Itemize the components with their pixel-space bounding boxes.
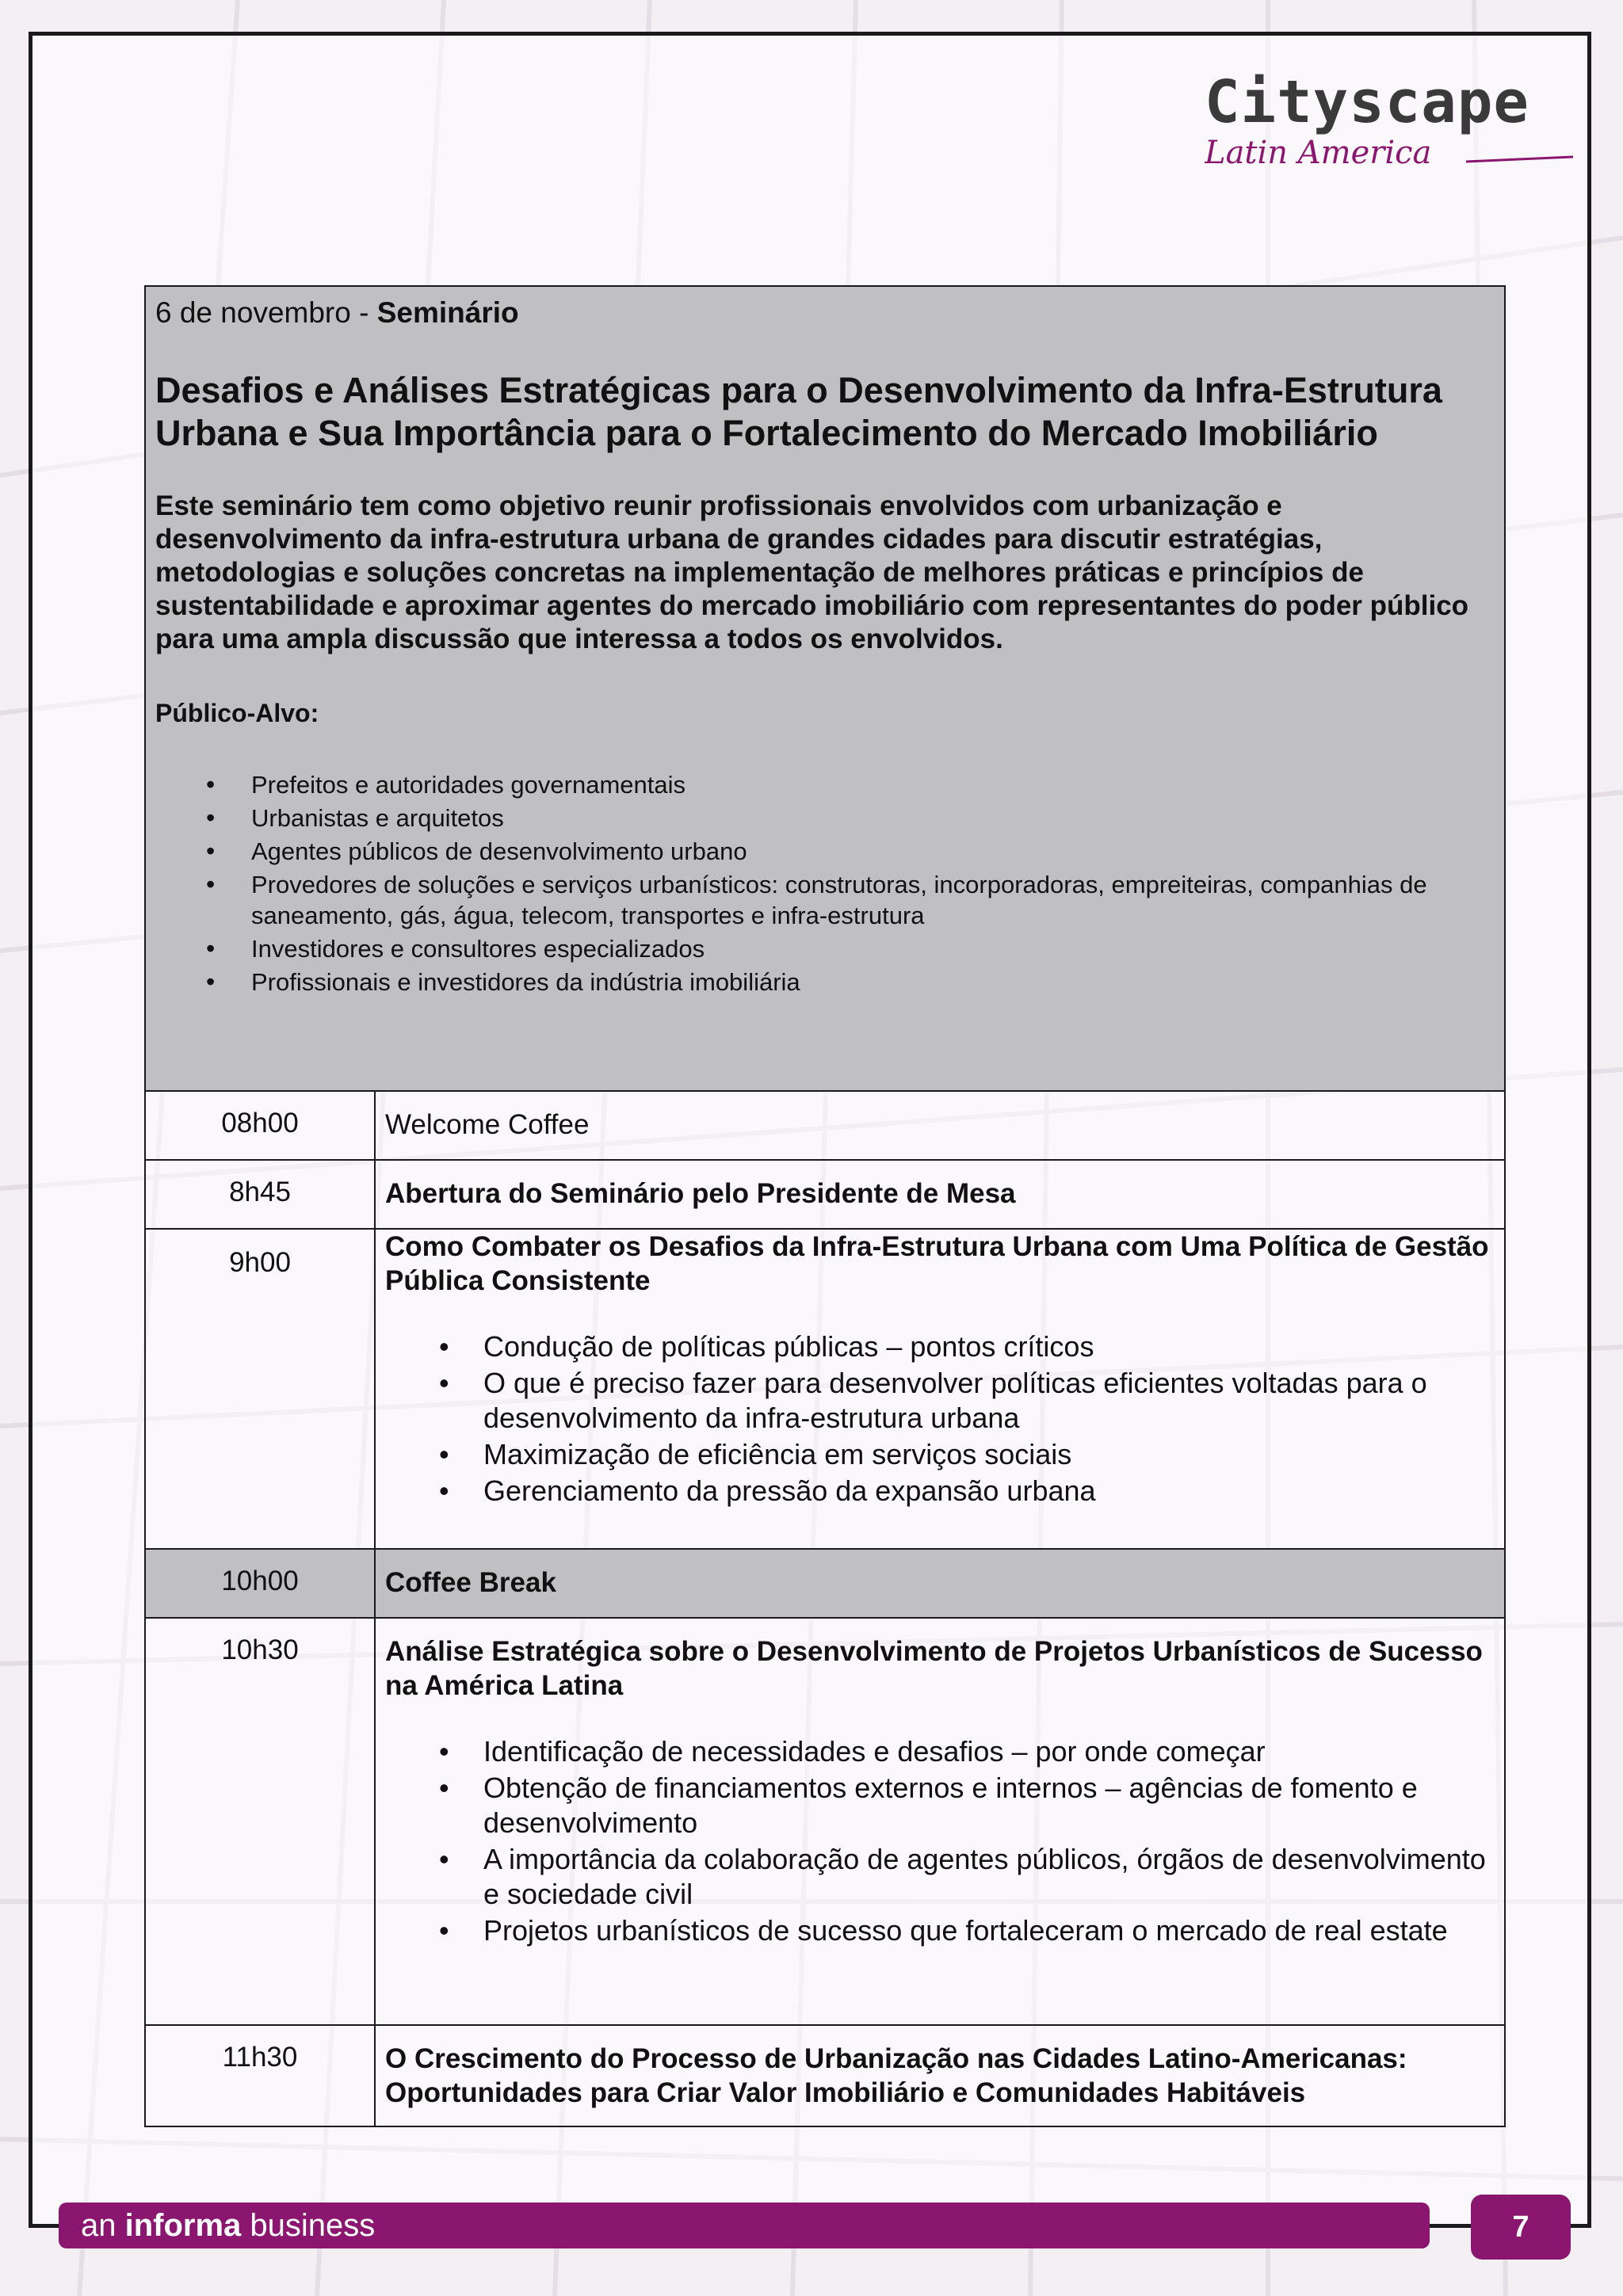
schedule-row <box>145 2025 1505 2126</box>
schedule-row <box>145 1091 1505 1160</box>
seminar-title: Desafios e Análises Estratégicas para o Desenvolvimento da Infra-Estrutura Urbana e Sua Importância para o Fortalecimento do Mercado Imobiliário <box>155 370 1442 453</box>
session-point: • Obtenção de financiamentos externos e internos – agências de fomento e desenvolvimento <box>385 1771 1496 1840</box>
footer-brand: informa <box>124 2208 242 2243</box>
session-point: • Gerenciamento da pressão da expansão urbana <box>385 1474 1496 1508</box>
session-points <box>385 1329 1496 1508</box>
page-number: 7 <box>1471 2195 1571 2260</box>
schedule-row <box>145 1229 1505 1549</box>
footer-suffix: business <box>241 2208 376 2243</box>
audience-label: Público-Alvo: <box>155 699 319 727</box>
schedule-cell <box>375 1160 1505 1229</box>
schedule-cell <box>375 2025 1505 2126</box>
footer-bar <box>59 2203 1430 2248</box>
schedule-row <box>145 1618 1505 2025</box>
seminar-date: 6 de novembro - <box>155 296 377 329</box>
seminar-content <box>144 285 1506 2127</box>
schedule-time: 9h00 <box>145 1229 375 1549</box>
date-line <box>155 296 1495 330</box>
logo-tagline-script <box>1205 130 1577 177</box>
audience-item: • Prefeitos e autoridades governamentais <box>155 769 1495 800</box>
session-point: • A importância da colaboração de agentes públicos, órgãos de desenvolvimento e sociedade civil <box>385 1842 1496 1912</box>
session-point: • Projetos urbanísticos de sucesso que fortaleceram o mercado de real estate <box>385 1913 1496 1948</box>
schedule-time: 10h00 <box>145 1549 375 1618</box>
schedule-title: Welcome Coffee <box>385 1109 590 1140</box>
schedule-table <box>144 1090 1506 2127</box>
seminar-description: Este seminário tem como objetivo reunir profissionais envolvidos com urbanização e desenvolvimento da infra-estrutura urbana de grandes cidades para discutir estratégias, metodologias e soluções concretas na implementação de melhores práticas e princípios de sustentabilidade e aproximar agentes do mercado imobiliário com representantes do poder público para uma ampla discussão que interessa a todos os envolvidos. <box>155 490 1469 654</box>
schedule-time: 08h00 <box>145 1091 375 1160</box>
schedule-row <box>145 1160 1505 1229</box>
seminar-intro-panel <box>144 285 1506 1090</box>
audience-item: • Investidores e consultores especializados <box>155 933 1495 964</box>
schedule-title: Coffee Break <box>385 1567 556 1598</box>
logo-brand: Cityscape <box>1205 68 1529 136</box>
schedule-cell <box>375 1618 1505 2025</box>
schedule-title: Abertura do Seminário pelo Presidente de Mesa <box>385 1178 1016 1209</box>
session-point: • Identificação de necessidades e desafios – por onde começar <box>385 1734 1496 1769</box>
cityscape-logo <box>1205 68 1577 176</box>
footer-brand-line <box>81 2209 375 2242</box>
logo-tagline: Latin America <box>1205 135 1432 171</box>
session-point: • Maximização de eficiência em serviços sociais <box>385 1437 1496 1472</box>
schedule-row <box>145 1549 1505 1618</box>
audience-item: • Provedores de soluções e serviços urbanísticos: construtoras, incorporadoras, empreiteiras, companhias de saneamento, gás, água, telecom, transportes e infra-estrutura <box>155 869 1495 931</box>
audience-list <box>155 769 1495 997</box>
logo-swoosh <box>1466 157 1573 162</box>
footer-prefix: an <box>81 2208 125 2243</box>
schedule-time: 8h45 <box>145 1160 375 1229</box>
audience-item: • Urbanistas e arquitetos <box>155 803 1495 833</box>
session-point: • O que é preciso fazer para desenvolver políticas eficientes voltadas para o desenvolvimento da infra-estrutura urbana <box>385 1366 1496 1436</box>
schedule-cell <box>375 1229 1505 1549</box>
schedule-cell <box>375 1091 1505 1160</box>
audience-item: • Agentes públicos de desenvolvimento urbano <box>155 836 1495 867</box>
schedule-title: Análise Estratégica sobre o Desenvolvimento de Projetos Urbanísticos de Sucesso na América Latina <box>385 1636 1483 1701</box>
session-point: • Condução de políticas públicas – pontos críticos <box>385 1329 1496 1364</box>
schedule-title: O Crescimento do Processo de Urbanização nas Cidades Latino-Americanas: Oportunidades para Criar Valor Imobiliário e Comunidades Habitáveis <box>385 2043 1407 2108</box>
session-points <box>385 1734 1496 1948</box>
schedule-time: 11h30 <box>145 2025 375 2126</box>
schedule-time: 10h30 <box>145 1618 375 2025</box>
event-type: Seminário <box>376 296 519 329</box>
schedule-cell <box>375 1549 1505 1618</box>
schedule-title: Como Combater os Desafios da Infra-Estrutura Urbana com Uma Política de Gestão Pública Consistente <box>385 1231 1489 1296</box>
audience-item: • Profissionais e investidores da indústria imobiliária <box>155 967 1495 997</box>
